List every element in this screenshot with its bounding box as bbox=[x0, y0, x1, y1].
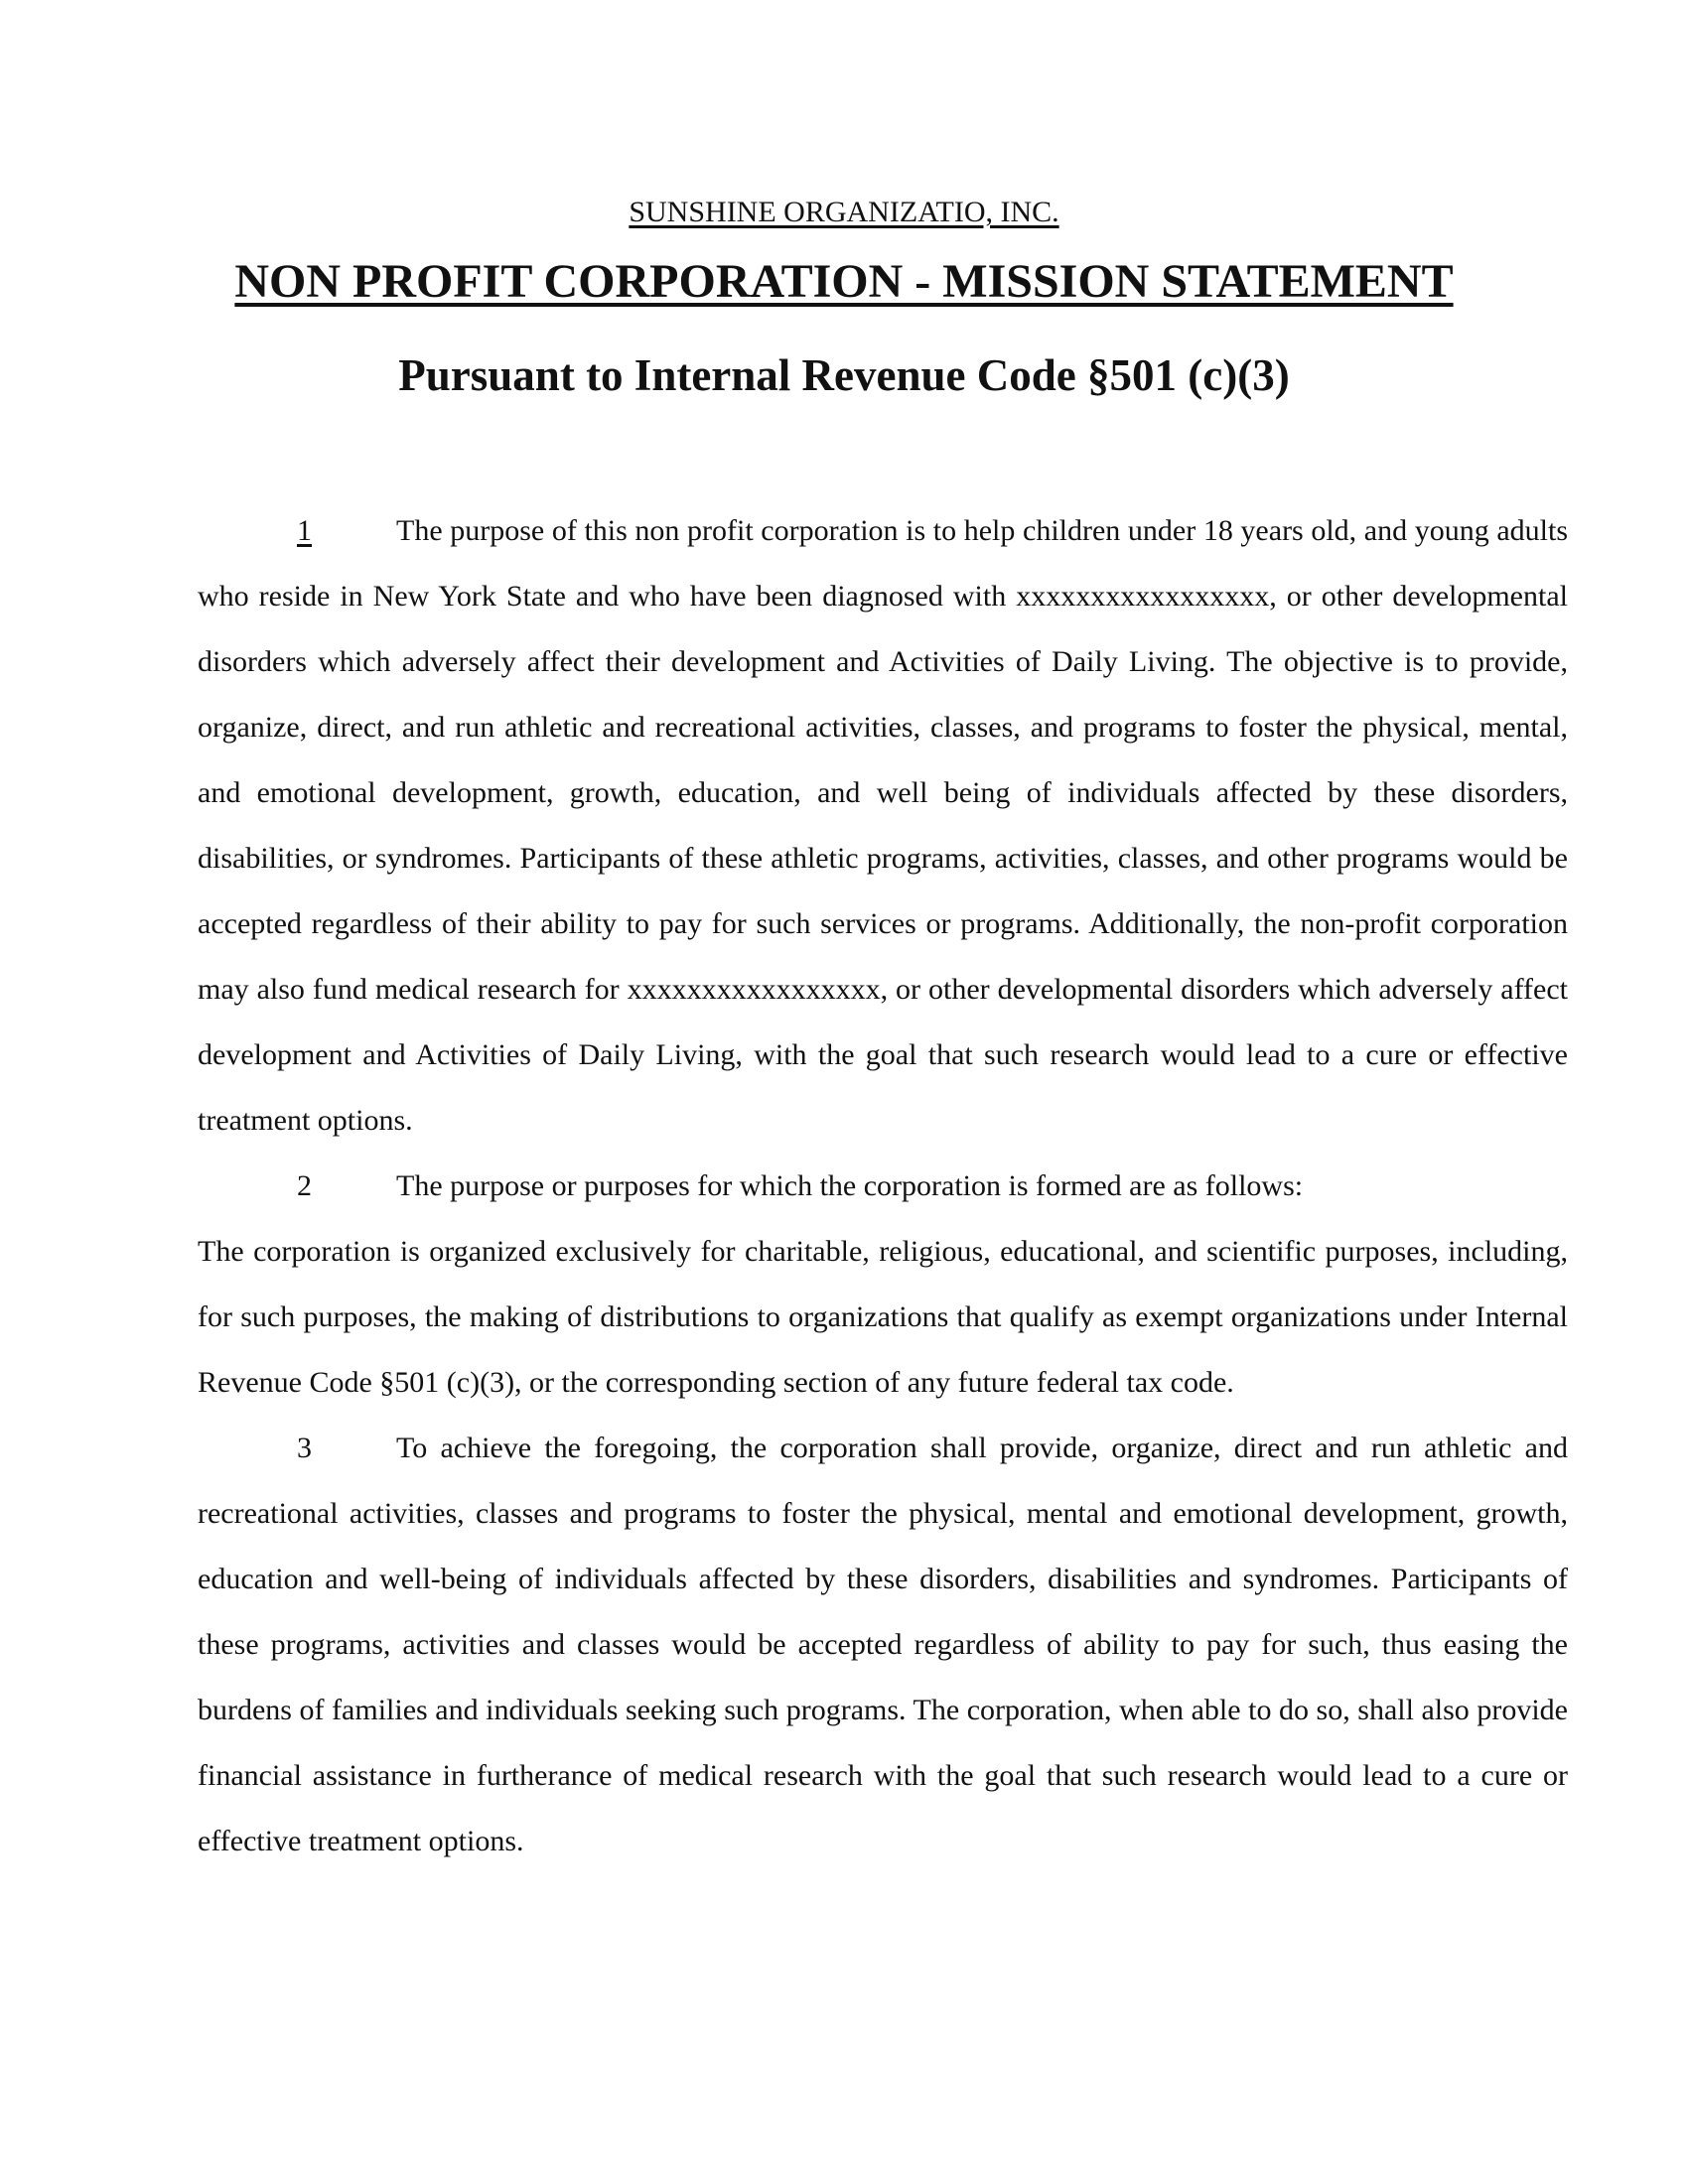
paragraph-3 bbox=[198, 1416, 1568, 1874]
paragraph-number: 1 bbox=[297, 514, 312, 547]
paragraph-number: 3 bbox=[297, 1432, 312, 1464]
paragraph-2-lead bbox=[198, 1154, 1568, 1219]
paragraph-text: The purpose of this non profit corporation is to help children under 18 years old, and young adults who reside in New York State and who have been diagnosed with xxxxxxxxxxxxxxxxx, or other developmental disorders which adversely affect their development and Activities of Daily Living. The objective is to provide, organize, direct, and run athletic and recreational activities, classes, and programs to foster the physical, mental, and emotional development, growth, education, and well being of individuals affected by these disorders, disabilities, or syndromes. Participants of these athletic programs, activities, classes, and other programs would be accepted regardless of their ability to pay for such services or programs. Additionally, the non-profit corporation may also fund medical research for xxxxxxxxxxxxxxxxx, or other developmental disorders which adversely affect development and Activities of Daily Living, with the goal that such research would lead to a cure or effective treatment options. bbox=[198, 514, 1568, 1137]
document-title: NON PROFIT CORPORATION - MISSION STATEMENT bbox=[234, 255, 1454, 308]
document-body bbox=[198, 498, 1568, 1874]
paragraph-1 bbox=[198, 498, 1568, 1154]
paragraph-text: The corporation is organized exclusively for charitable, religious, educational, and scientific purposes, including, for such purposes, the making of distributions to organizations that qualify as exempt organizations under Internal Revenue Code §501 (c)(3), or the corresponding section of any future federal tax code. bbox=[198, 1235, 1568, 1399]
document-subtitle: Pursuant to Internal Revenue Code §501 (c)(3) bbox=[398, 350, 1290, 400]
paragraph-2 bbox=[198, 1219, 1568, 1416]
paragraph-number: 2 bbox=[297, 1169, 312, 1202]
paragraph-text: To achieve the foregoing, the corporation shall provide, organize, direct and run athletic and recreational activities, classes and programs to foster the physical, mental and emotional development, growth, education and well-being of individuals affected by these disorders, disabilities and syndromes. Participants of these programs, activities and classes would be accepted regardless of ability to pay for such, thus easing the burdens of families and individuals seeking such programs. The corporation, when able to do so, shall also provide financial assistance in furtherance of medical research with the goal that such research would lead to a cure or effective treatment options. bbox=[198, 1432, 1568, 1857]
paragraph-lead-text: The purpose or purposes for which the corporation is formed are as follows: bbox=[396, 1169, 1304, 1202]
organization-name: SUNSHINE ORGANIZATIO, INC. bbox=[629, 196, 1059, 228]
